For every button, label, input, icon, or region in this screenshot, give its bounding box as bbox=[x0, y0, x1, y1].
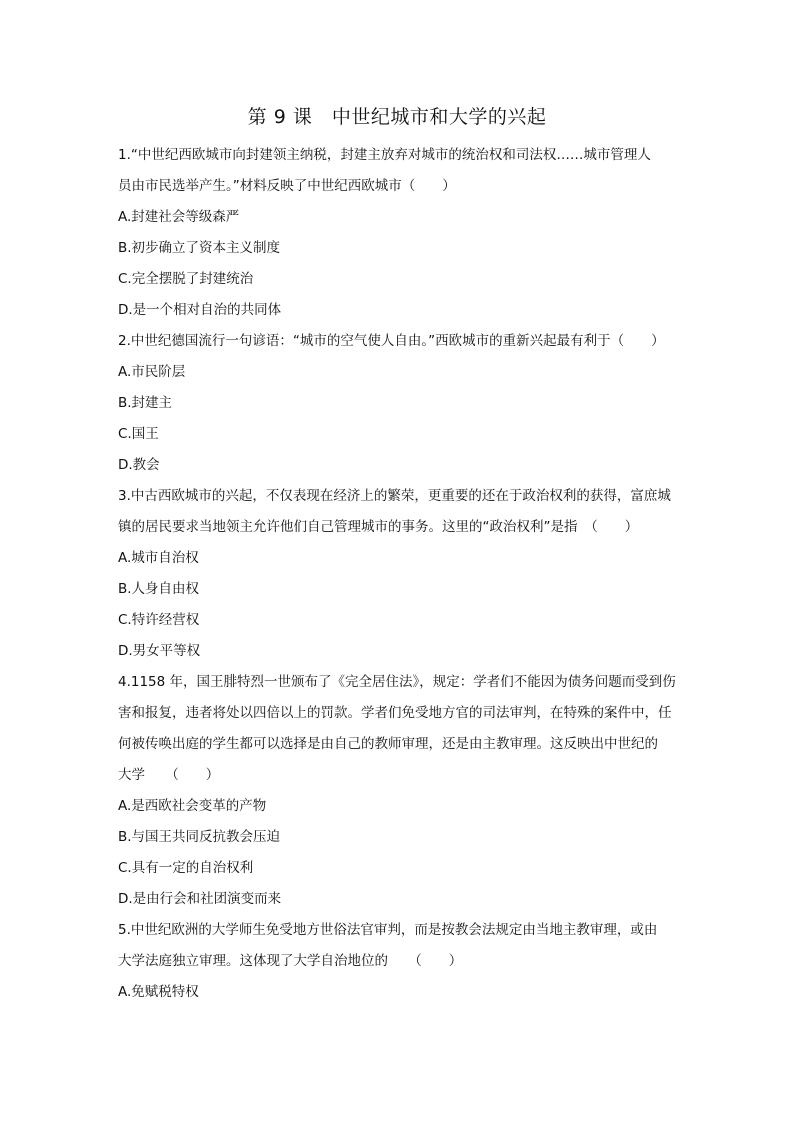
question-3-option-b: B.人身自由权 bbox=[118, 581, 200, 597]
question-list bbox=[118, 140, 678, 1008]
question-4-option-a: A.是西欧社会变革的产物 bbox=[118, 798, 267, 814]
question-4-stem-line-1: 4.1158 年，国王腓特烈一世颁布了《完全居住法》，规定：学者们不能因为债务问题而受到伤 bbox=[118, 674, 676, 690]
question-1-option-c: C.完全摆脱了封建统治 bbox=[118, 271, 254, 287]
question-2-option-a: A.市民阶层 bbox=[118, 364, 186, 380]
question-1-stem-line-1: 1.“中世纪西欧城市向封建领主纳税，封建主放弃对城市的统治权和司法权……城市管理人 bbox=[118, 147, 651, 163]
question-1-option-a: A.封建社会等级森严 bbox=[118, 209, 240, 225]
question-1-option-b: B.初步确立了资本主义制度 bbox=[118, 240, 281, 256]
question-4-option-b: B.与国王共同反抗教会压迫 bbox=[118, 829, 281, 845]
question-5-option-a: A.免赋税特权 bbox=[118, 984, 199, 1000]
question-1-stem-line-2: 员由市民选举产生。”材料反映了中世纪西欧城市（ ） bbox=[118, 178, 456, 194]
question-2-option-c: C.国王 bbox=[118, 426, 159, 442]
question-2-option-d: D.教会 bbox=[118, 457, 160, 473]
question-5 bbox=[118, 915, 678, 1008]
question-1 bbox=[118, 140, 678, 326]
question-3-stem-line-2: 镇的居民要求当地领主允许他们自己管理城市的事务。这里的“政治权利”是指 （ ） bbox=[118, 519, 639, 535]
question-2-stem-line-1: 2.中世纪德国流行一句谚语：“城市的空气使人自由。”西欧城市的重新兴起最有利于（ ） bbox=[118, 333, 665, 349]
question-5-stem-line-1: 5.中世纪欧洲的大学师生免受地方世俗法官审判，而是按教会法规定由当地主教审理，或由 bbox=[118, 922, 658, 938]
question-3 bbox=[118, 481, 678, 667]
question-4-stem-line-2: 害和报复，违者将处以四倍以上的罚款。学者们免受地方官的司法审判，在特殊的案件中，任 bbox=[118, 705, 672, 721]
question-2-option-b: B.封建主 bbox=[118, 395, 173, 411]
question-3-stem-line-1: 3.中古西欧城市的兴起，不仅表现在经济上的繁荣，更重要的还在于政治权利的获得，富庶城 bbox=[118, 488, 671, 504]
question-4-option-d: D.是由行会和社团演变而来 bbox=[118, 891, 282, 907]
question-3-option-c: C.特许经营权 bbox=[118, 612, 200, 628]
page-title: 第 9 课 中世纪城市和大学的兴起 bbox=[247, 106, 547, 128]
question-3-option-d: D.男女平等权 bbox=[118, 643, 201, 659]
question-1-option-d: D.是一个相对自治的共同体 bbox=[118, 302, 282, 318]
question-5-stem-line-2: 大学法庭独立审理。这体现了大学自治地位的 （ ） bbox=[118, 953, 463, 969]
question-4-stem-line-4: 大学 （ ） bbox=[118, 767, 220, 783]
question-3-option-a: A.城市自治权 bbox=[118, 550, 199, 566]
question-4 bbox=[118, 667, 678, 915]
question-4-stem-line-3: 何被传唤出庭的学生都可以选择是由自己的教师审理，还是由主教审理。这反映出中世纪的 bbox=[118, 736, 658, 752]
question-2 bbox=[118, 326, 678, 481]
question-4-option-c: C.具有一定的自治权利 bbox=[118, 860, 254, 876]
